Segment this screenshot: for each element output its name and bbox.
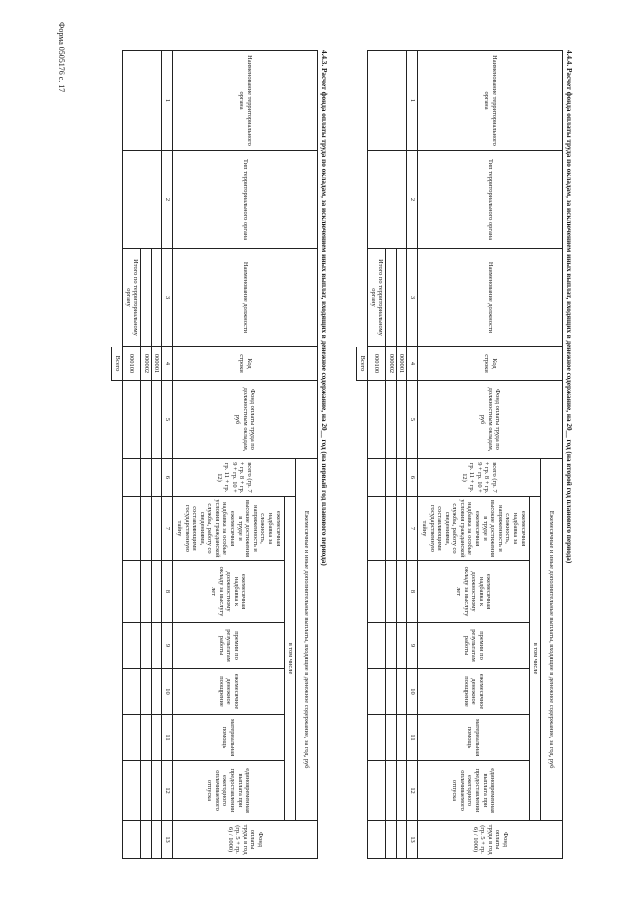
col-number: 6 (162, 459, 173, 497)
value-cell[interactable] (151, 459, 162, 497)
subtotal-label: Итого по территориальному органу (123, 249, 141, 347)
col-number: 7 (162, 497, 173, 561)
value-cell[interactable] (123, 623, 141, 669)
value-cell[interactable] (151, 623, 162, 669)
header-in-that-number: в том числе (530, 497, 541, 821)
col-number: 5 (407, 381, 418, 459)
row-code: 000002 (141, 347, 152, 381)
col-number: 8 (162, 561, 173, 623)
table-row (151, 51, 162, 859)
value-cell[interactable] (386, 459, 397, 497)
value-cell[interactable] (368, 761, 386, 821)
header-row-code: Код строки (418, 347, 563, 381)
header-bonuses: премии по результатам работы (418, 623, 530, 669)
fot-table (356, 50, 563, 859)
header-additional-payments: Ежемесячные и иные дополнительные выплаты, входящие в денежное содержание, за год, руб (541, 459, 563, 821)
header-material-aid: материальная помощь (173, 715, 285, 761)
value-cell[interactable] (368, 821, 386, 859)
value-cell[interactable] (151, 669, 162, 715)
subtotal-label: Итого по территориальному органу (368, 249, 386, 347)
header-body-type: Тип территориального органа (173, 151, 318, 249)
value-cell[interactable] (396, 561, 407, 623)
col-number: 12 (162, 761, 173, 821)
header-body-type: Тип территориального органа (418, 151, 563, 249)
col-number: 6 (407, 459, 418, 497)
col-number: 5 (162, 381, 173, 459)
fot-table (111, 50, 318, 859)
value-cell[interactable] (141, 821, 152, 859)
value-cell[interactable] (151, 381, 162, 459)
header-monthly-incentive: ежемесячное денежное поощрение (173, 669, 285, 715)
value-cell[interactable] (123, 669, 141, 715)
value-cell[interactable] (151, 497, 162, 561)
value-cell[interactable] (396, 761, 407, 821)
col-number: 10 (407, 669, 418, 715)
col-number: 1 (407, 51, 418, 151)
blank-cell (112, 381, 123, 859)
blank-cell (112, 51, 123, 347)
value-cell[interactable] (396, 623, 407, 669)
total-label: Всего (112, 347, 123, 381)
value-cell[interactable] (123, 381, 141, 459)
position-cell[interactable] (386, 249, 397, 347)
header-complexity-allowance: ежемесячная надбавка за сложность, напряженность и высокие достижения в труде и ежемесячная надбавка за особые условия гражданской службы, работу со сведениями, составляющими государственную тайну (173, 497, 285, 561)
total-row (112, 51, 123, 859)
header-vacation-payment: единовременная выплата при предоставлении ежегодного оплачиваемого отпуска (173, 761, 285, 821)
body-type-cell[interactable] (368, 151, 407, 249)
row-code: 000001 (396, 347, 407, 381)
value-cell[interactable] (386, 497, 397, 561)
form-number: Форма 0505176 с. 17 (57, 22, 66, 93)
header-monthly-incentive: ежемесячное денежное поощрение (418, 669, 530, 715)
header-territorial-body: Наименование территориального органа (173, 51, 318, 151)
value-cell[interactable] (386, 821, 397, 859)
value-cell[interactable] (396, 497, 407, 561)
row-code: 000002 (386, 347, 397, 381)
section-4-4-4 (356, 50, 575, 858)
value-cell[interactable] (386, 381, 397, 459)
section-title: 4.4.3. Расчет фонда оплаты труда по окладам, за исключением иных выплат, входящих в денежное содержание, на 20__ год (на первый год планового периода) (320, 50, 328, 566)
value-cell[interactable] (396, 381, 407, 459)
section-title: 4.4.4. Расчет фонда оплаты труда по окладам, за исключением иных выплат, входящих в денежное содержание, на 20__ год (на второй год планового периода) (565, 50, 573, 564)
body-type-cell[interactable] (123, 151, 162, 249)
value-cell[interactable] (386, 561, 397, 623)
col-number: 7 (407, 497, 418, 561)
col-number: 10 (162, 669, 173, 715)
value-cell[interactable] (368, 669, 386, 715)
value-cell[interactable] (151, 821, 162, 859)
col-number: 3 (162, 249, 173, 347)
territorial-body-cell[interactable] (123, 51, 162, 151)
col-number: 1 (162, 51, 173, 151)
row-code: 000100 (123, 347, 141, 381)
col-number: 12 (407, 761, 418, 821)
col-number: 11 (407, 715, 418, 761)
value-cell[interactable] (386, 623, 397, 669)
header-total: всего (гр. 7 + гр. 8 + гр. 9 + гр. 10 + гр. 11 + гр. 12) (173, 459, 296, 497)
value-cell[interactable] (368, 459, 386, 497)
value-cell[interactable] (123, 821, 141, 859)
header-additional-payments: Ежемесячные и иные дополнительные выплаты, входящие в денежное содержание, за год, руб (296, 459, 318, 821)
value-cell[interactable] (141, 761, 152, 821)
total-label: Всего (357, 347, 368, 381)
value-cell[interactable] (141, 381, 152, 459)
value-cell[interactable] (141, 623, 152, 669)
blank-cell (357, 51, 368, 347)
value-cell[interactable] (141, 715, 152, 761)
value-cell[interactable] (141, 669, 152, 715)
column-numbers-row (407, 51, 418, 859)
value-cell[interactable] (141, 497, 152, 561)
position-cell[interactable] (396, 249, 407, 347)
header-total: всего (гр. 7 + гр. 8 + гр. 9 + гр. 10 + гр. 11 + гр. 12) (418, 459, 541, 497)
territorial-body-cell[interactable] (368, 51, 407, 151)
col-number: 13 (162, 821, 173, 859)
value-cell[interactable] (123, 459, 141, 497)
table-row (396, 51, 407, 859)
header-vacation-payment: единовременная выплата при предоставлении ежегодного оплачиваемого отпуска (418, 761, 530, 821)
value-cell[interactable] (151, 761, 162, 821)
value-cell[interactable] (368, 561, 386, 623)
value-cell[interactable] (368, 715, 386, 761)
col-number: 4 (407, 347, 418, 381)
blank-cell (357, 381, 368, 859)
value-cell[interactable] (368, 623, 386, 669)
header-seniority-allowance: ежемесячная надбавка к должностному окладу за выслугу лет (418, 561, 530, 623)
col-number: 2 (162, 151, 173, 249)
header-in-that-number: в том числе (285, 497, 296, 821)
header-annual-fund: Фонд оплаты труда в год (гр. 5 + гр. 6) / 1000) (173, 821, 318, 859)
value-cell[interactable] (151, 561, 162, 623)
header-bonuses: премии по результатам работы (173, 623, 285, 669)
value-cell[interactable] (123, 561, 141, 623)
col-number: 3 (407, 249, 418, 347)
header-territorial-body: Наименование территориального органа (418, 51, 563, 151)
header-position: Наименование должности (418, 249, 563, 347)
value-cell[interactable] (141, 459, 152, 497)
value-cell[interactable] (396, 459, 407, 497)
header-salary-fund: Фонд оплаты труда по должностным окладам, руб (418, 381, 563, 459)
row-code: 000100 (368, 347, 386, 381)
value-cell[interactable] (396, 669, 407, 715)
value-cell[interactable] (368, 381, 386, 459)
value-cell[interactable] (123, 497, 141, 561)
header-annual-fund: Фонд оплаты труда в год (гр. 5 + гр. 6) / 1000) (418, 821, 563, 859)
row-code: 000001 (151, 347, 162, 381)
header-position: Наименование должности (173, 249, 318, 347)
col-number: 8 (407, 561, 418, 623)
header-row-code: Код строки (173, 347, 318, 381)
value-cell[interactable] (368, 497, 386, 561)
col-number: 2 (407, 151, 418, 249)
value-cell[interactable] (123, 715, 141, 761)
value-cell[interactable] (151, 715, 162, 761)
value-cell[interactable] (396, 821, 407, 859)
value-cell[interactable] (396, 715, 407, 761)
position-cell[interactable] (151, 249, 162, 347)
header-salary-fund: Фонд оплаты труда по должностным окладам, руб (173, 381, 318, 459)
col-number: 9 (162, 623, 173, 669)
position-cell[interactable] (141, 249, 152, 347)
value-cell[interactable] (141, 561, 152, 623)
value-cell[interactable] (123, 761, 141, 821)
col-number: 13 (407, 821, 418, 859)
header-seniority-allowance: ежемесячная надбавка к должностному окладу за выслугу лет (173, 561, 285, 623)
total-row (357, 51, 368, 859)
header-material-aid: материальная помощь (418, 715, 530, 761)
header-complexity-allowance: ежемесячная надбавка за сложность, напряженность и высокие достижения в труде и ежемесячная надбавка за особые условия гражданской службы, работу со сведениями, составляющими государственную тайну (418, 497, 530, 561)
value-cell[interactable] (386, 715, 397, 761)
section-4-4-3 (111, 50, 330, 858)
col-number: 4 (162, 347, 173, 381)
column-numbers-row (162, 51, 173, 859)
value-cell[interactable] (386, 669, 397, 715)
value-cell[interactable] (386, 761, 397, 821)
col-number: 9 (407, 623, 418, 669)
col-number: 11 (162, 715, 173, 761)
